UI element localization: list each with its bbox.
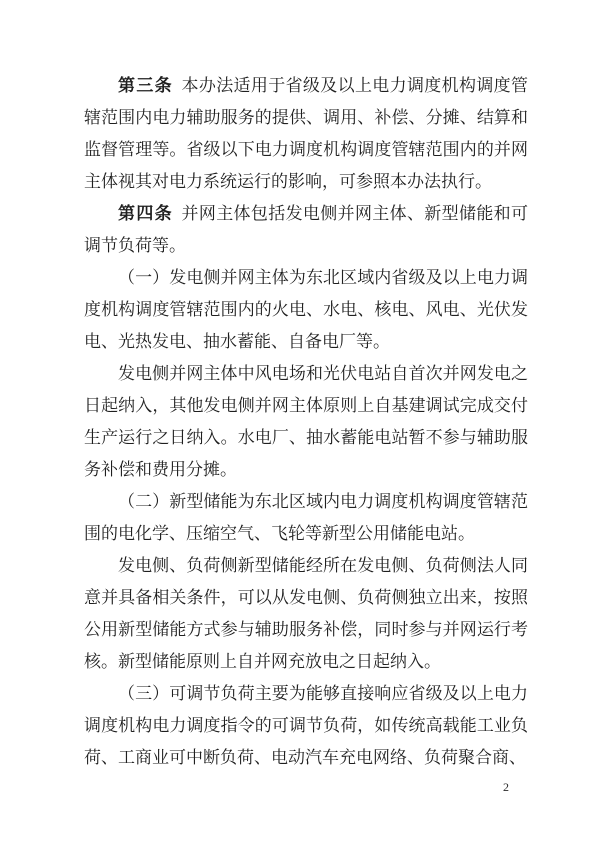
article-number: 第四条 [118,204,174,223]
paragraph-item-2 [84,486,528,550]
paragraph-text: 发电侧并网主体中风电场和光伏电站自首次并网发电之日起纳入，其他发电侧并网主体原则上自基建调试完成交付生产运行之日纳入。水电厂、抽水蓄能电站暂不参与辅助服务补偿和费用分摊。 [84,364,528,479]
paragraph-text: 并网主体包括发电侧并网主体、新型储能和可调节负荷等。 [84,204,529,255]
paragraph-article-3 [84,70,528,198]
paragraph-text: （一）发电侧并网主体为东北区域内省级及以上电力调度机构调度管辖范围内的火电、水电、核电、风电、光伏发电、光热发电、抽水蓄能、自备电厂等。 [84,268,528,351]
article-number: 第三条 [118,76,174,95]
paragraph-text: （三）可调节负荷主要为能够直接响应省级及以上电力调度机构电力调度指令的可调节负荷，如传统高载能工业负荷、工商业可中断负荷、电动汽车充电网络、负荷聚合商、 [84,684,528,767]
page-content [84,70,528,774]
paragraph-item-1 [84,262,528,358]
paragraph-item-2-detail [84,550,528,678]
paragraph-article-4 [84,198,528,262]
paragraph-text: 本办法适用于省级及以上电力调度机构调度管辖范围内电力辅助服务的提供、调用、补偿、分摊、结算和监督管理等。省级以下电力调度机构调度管辖范围内的并网主体视其对电力系统运行的影响，可参照本办法执行。 [84,76,529,191]
paragraph-item-1-detail [84,358,528,486]
paragraph-text: 发电侧、负荷侧新型储能经所在发电侧、负荷侧法人同意并具备相关条件，可以从发电侧、负荷侧独立出来，按照公用新型储能方式参与辅助服务补偿，同时参与并网运行考核。新型储能原则上自并网充放电之日起纳入。 [84,556,528,671]
paragraph-text: （二）新型储能为东北区域内电力调度机构调度管辖范围的电化学、压缩空气、飞轮等新型公用储能电站。 [84,492,528,543]
page-number: 2 [503,780,509,794]
paragraph-item-3 [84,678,528,774]
